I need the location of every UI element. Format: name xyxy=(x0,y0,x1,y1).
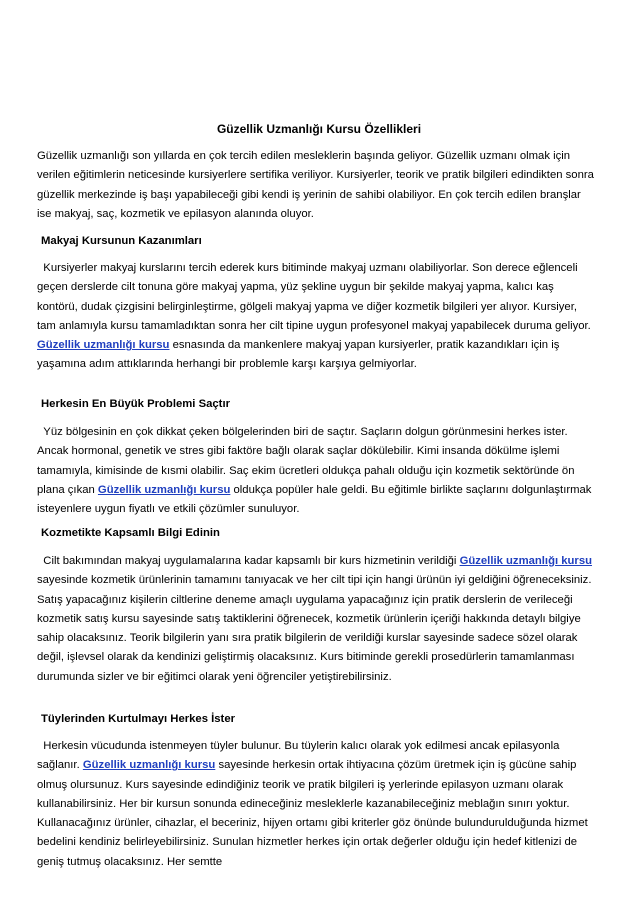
section-paragraph-tuy xyxy=(37,737,597,872)
section-paragraph-kozmetik xyxy=(37,552,597,687)
guzellik-kursu-link[interactable]: Güzellik uzmanlığı kursu xyxy=(82,759,216,772)
section-heading-kozmetik: Kozmetikte Kapsamlı Bilgi Edinin xyxy=(41,527,220,539)
guzellik-kursu-link[interactable]: Güzellik uzmanlığı kursu xyxy=(459,555,593,567)
paragraph-text: Kursiyerler makyaj kurslarını tercih ederek kurs bitiminde makyaj uzmanı olabiliyorlar. Son derece eğlenceli geçen derslerde cilt tonuna göre makyaj yapma, yüz şekline uygun bir şekilde makyaj yapma, kalıcı kaş kontörü, dudak çizgisini belirginleştirme, gölgeli makyaj yapma ve diğer kozmetik bilgileri yer alıyor. Kursiyer, tam anlamıyla kursu tamamladıktan sonra her cilt tipine uygun profesyonel makyaj yapabilecek duruma geliyor. xyxy=(37,262,594,332)
section-heading-makyaj: Makyaj Kursunun Kazanımları xyxy=(41,235,202,247)
paragraph-text: Cilt bakımından makyaj uygulamalarına kadar kapsamlı bir kurs hizmetinin verildiği xyxy=(37,555,460,567)
guzellik-kursu-link[interactable]: Güzellik uzmanlığı kursu xyxy=(97,483,231,496)
document-title: Güzellik Uzmanlığı Kursu Özellikleri xyxy=(216,122,422,136)
paragraph-text: sayesinde kozmetik ürünlerinin tamamını tanıyacak ve her cilt tipi için hangi ürünün iyi geldiğini öğreneceksiniz. Satış yapacağınız kişilerin ciltlerine deneme amaçlı uygulama yapacağınız için pratik derslerin de verileceği kozmetik satış kursu sayesinde satış taktiklerini öğrenecek, kozmetik ürünlerin içeriği hakkında detaylı bilgiye sahip olacaksınız. Teorik bilgilerin yanı sıra pratik bilgilerin de verildiği kurslar sayesinde sadece sözel olarak değil, işlevsel olarak da kendinizi geliştirmiş olacaksınız. Kurs bitiminde gerekli prosedürlerin tamamlanması durumunda sizler ve bir eğitimci olarak yeni öğrenciler yetiştirebilirsiniz. xyxy=(37,555,596,683)
paragraph-text: sayesinde herkesin ortak ihtiyacına çözüm üretmek için iş gücüne sahip olmuş olursunuz. Kurs sayesinde edindiğiniz teorik ve pratik bilgileri iş yerlerinde epilasyon uzmanı olarak kullanabilirsiniz. Her bir kursun sonunda edineceğiniz mesleklerle kazanabileceğiniz meblağın sınırı yoktur. Kullanacağınız ürünler, cihazlar, el beceriniz, hijyen ortamı gibi kriterler göz önünde bulundurulduğunda hizmet bedelini kendiniz belirleyebilirsiniz. Sunulan hizmetler herkes için ortak değerler olduğu için hedef kitlenizi de geniş tutmuş olacaksınız. Her semtte xyxy=(37,759,591,868)
section-heading-sac: Herkesin En Büyük Problemi Saçtır xyxy=(41,398,230,410)
paragraph-text: esnasında da mankenlere makyaj yapan kursiyerler, pratik kazandıkları için iş yaşamına adım attıklarında herhangi bir problemle karşı karşıya gelmiyorlar. xyxy=(37,339,563,371)
intro-text: Güzellik uzmanlığı son yıllarda en çok tercih edilen mesleklerin başında geliyor. Güzellik uzmanı olmak için verilen eğitimlerin neticesinde kursiyerlere sertifika veriliyor. Kursiyerler, teorik ve pratik bilgileri edindikten sonra güzellik merkezinde iş başı yapabileceği gibi kendi iş yerinin de sahibi olabiliyor. En çok tercih edilen branşlar ise makyaj, saç, kozmetik ve epilasyon alanında oluyor. xyxy=(37,150,594,220)
section-paragraph-sac xyxy=(37,423,597,519)
paragraph-text: oldukça popüler hale geldi. Bu eğitimle birlikte saçlarını dolgunlaştırmak isteyenlere uygun fiyatlı ve etkili çözümler sunuluyor. xyxy=(37,483,595,516)
paragraph-text: Herkesin vücudunda istenmeyen tüyler bulunur. Bu tüylerin kalıcı olarak yok edilmesi ancak epilasyonla sağlanır. xyxy=(37,740,563,772)
guzellik-kursu-link[interactable]: Güzellik uzmanlığı kursu xyxy=(37,339,170,352)
paragraph-text: Yüz bölgesinin en çok dikkat çeken bölgelerinden biri de saçtır. Saçların dolgun görünmesini herkes ister. Ancak hormonal, genetik ve stres gibi faktöre bağlı olarak saçlar dökülebilir. Kimi insanda dökülme işlemi tamamıyla, kimisinde de kısmi olabilir. Saç ekim ücretleri oldukça pahalı olduğu için kozmetik sektöründe ön plana çıkan xyxy=(37,426,578,496)
section-heading-tuy: Tüylerinden Kurtulmayı Herkes İster xyxy=(41,713,235,725)
intro-paragraph xyxy=(37,147,597,224)
section-paragraph-makyaj xyxy=(37,259,597,375)
